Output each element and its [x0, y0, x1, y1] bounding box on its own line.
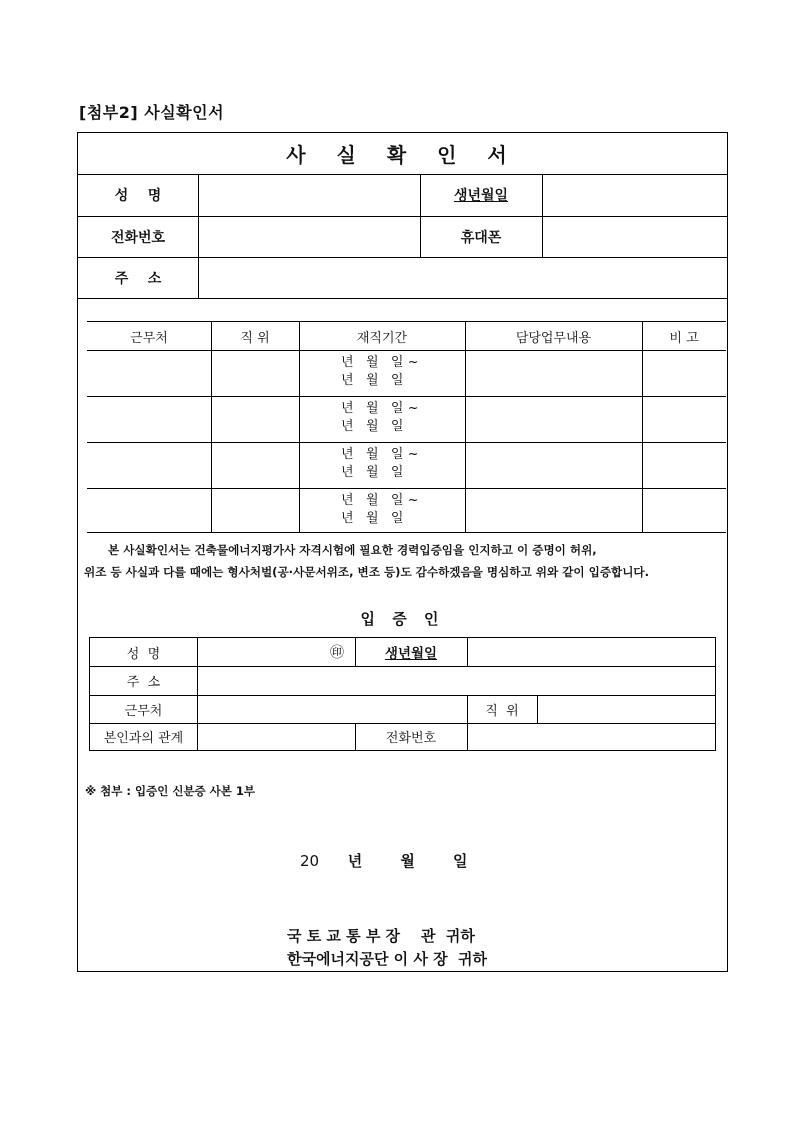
- phone-label: 전화번호: [110, 229, 166, 246]
- pledge-line: 위조 등 사실과 다를 때에는 형사처벌(공·사문서위조, 변조 등)도 감수하겠음을 명심하고 위와 같이 입증합니다.: [84, 565, 650, 579]
- birth-field[interactable]: [543, 175, 726, 215]
- divider: [465, 322, 466, 533]
- table-row-period-end: 년 월 일: [341, 373, 404, 388]
- date-year: 년: [347, 852, 363, 870]
- divider: [211, 322, 212, 533]
- pledge-text: [84, 539, 724, 583]
- header-position: 직 위: [240, 330, 270, 346]
- addressee-suffix: 귀하: [445, 927, 475, 945]
- addressee-line-2: [287, 948, 487, 969]
- birth-label: 생년월일: [453, 188, 509, 204]
- pledge-line: 본 사실확인서는 건축물에너지평가사 자격시험에 필요한 경력입증임을 인지하고 이 증명이 허위,: [108, 543, 597, 557]
- address-field[interactable]: [199, 258, 726, 297]
- divider: [87, 442, 726, 443]
- table-row-period-start: 년 월 일 ~: [341, 493, 419, 508]
- date-year-prefix: 20: [300, 852, 320, 870]
- address-label: 주 소: [114, 270, 162, 287]
- addressee-line-1: [287, 925, 475, 946]
- name-field[interactable]: [199, 175, 419, 215]
- header-remarks: 비 고: [669, 330, 699, 346]
- career-table: [87, 321, 726, 533]
- signer-relation-label: 본인과의 관계: [103, 731, 184, 746]
- signer-relation-field[interactable]: [198, 724, 354, 749]
- attachment-note: ※ 첨부 : 입증인 신분증 사본 1부: [85, 784, 256, 798]
- divider: [87, 396, 726, 397]
- date-month: 월: [400, 852, 415, 870]
- signer-phone-field[interactable]: [468, 724, 714, 749]
- seal-mark: ㊞: [330, 645, 344, 661]
- header-period: 재직기간: [356, 330, 408, 346]
- mobile-field[interactable]: [543, 217, 726, 256]
- divider: [87, 350, 726, 351]
- header-duty: 담당업무내용: [515, 330, 592, 346]
- header-workplace: 근무처: [130, 330, 168, 346]
- signer-title: 입 증 인: [360, 610, 445, 628]
- signer-position-label: 직 위: [485, 703, 519, 719]
- name-label: 성 명: [114, 188, 162, 204]
- signer-phone-label: 전화번호: [385, 731, 437, 746]
- table-row-period-start: 년 월 일 ~: [341, 401, 419, 416]
- divider: [299, 322, 300, 533]
- signer-birth-label: 생년월일: [384, 646, 438, 662]
- signer-workplace-label: 근무처: [124, 703, 163, 719]
- addressee-org: 국 토 교 통 부 장: [287, 927, 401, 945]
- addressee-title: 관: [420, 927, 436, 945]
- attachment-title: [첨부2] 사실확인서: [79, 103, 225, 122]
- table-row-period-end: 년 월 일: [341, 465, 404, 480]
- date-line: [300, 850, 468, 871]
- document-title: 사 실 확 인 서: [286, 143, 519, 167]
- addressee-org: 한국에너지공단 이 사 장: [287, 950, 448, 968]
- signer-birth-field[interactable]: [468, 639, 714, 665]
- signer-address-field[interactable]: [198, 667, 714, 694]
- table-row-period-start: 년 월 일 ~: [341, 355, 419, 370]
- signer-name-label: 성 명: [126, 646, 161, 662]
- table-row-period-end: 년 월 일: [341, 419, 404, 434]
- phone-field[interactable]: [199, 217, 419, 256]
- divider: [642, 322, 643, 533]
- signer-position-field[interactable]: [538, 696, 714, 722]
- table-row-period-start: 년 월 일 ~: [341, 447, 419, 462]
- mobile-label: 휴대폰: [460, 229, 502, 246]
- divider: [87, 488, 726, 489]
- signer-table: [89, 637, 716, 751]
- signer-workplace-field[interactable]: [198, 696, 466, 722]
- table-row-period-end: 년 월 일: [341, 511, 404, 526]
- divider: [78, 298, 727, 299]
- addressee-suffix: 귀하: [458, 950, 488, 968]
- date-day: 일: [453, 852, 468, 870]
- certificate-form: [77, 132, 728, 972]
- signer-address-label: 주 소: [126, 675, 161, 690]
